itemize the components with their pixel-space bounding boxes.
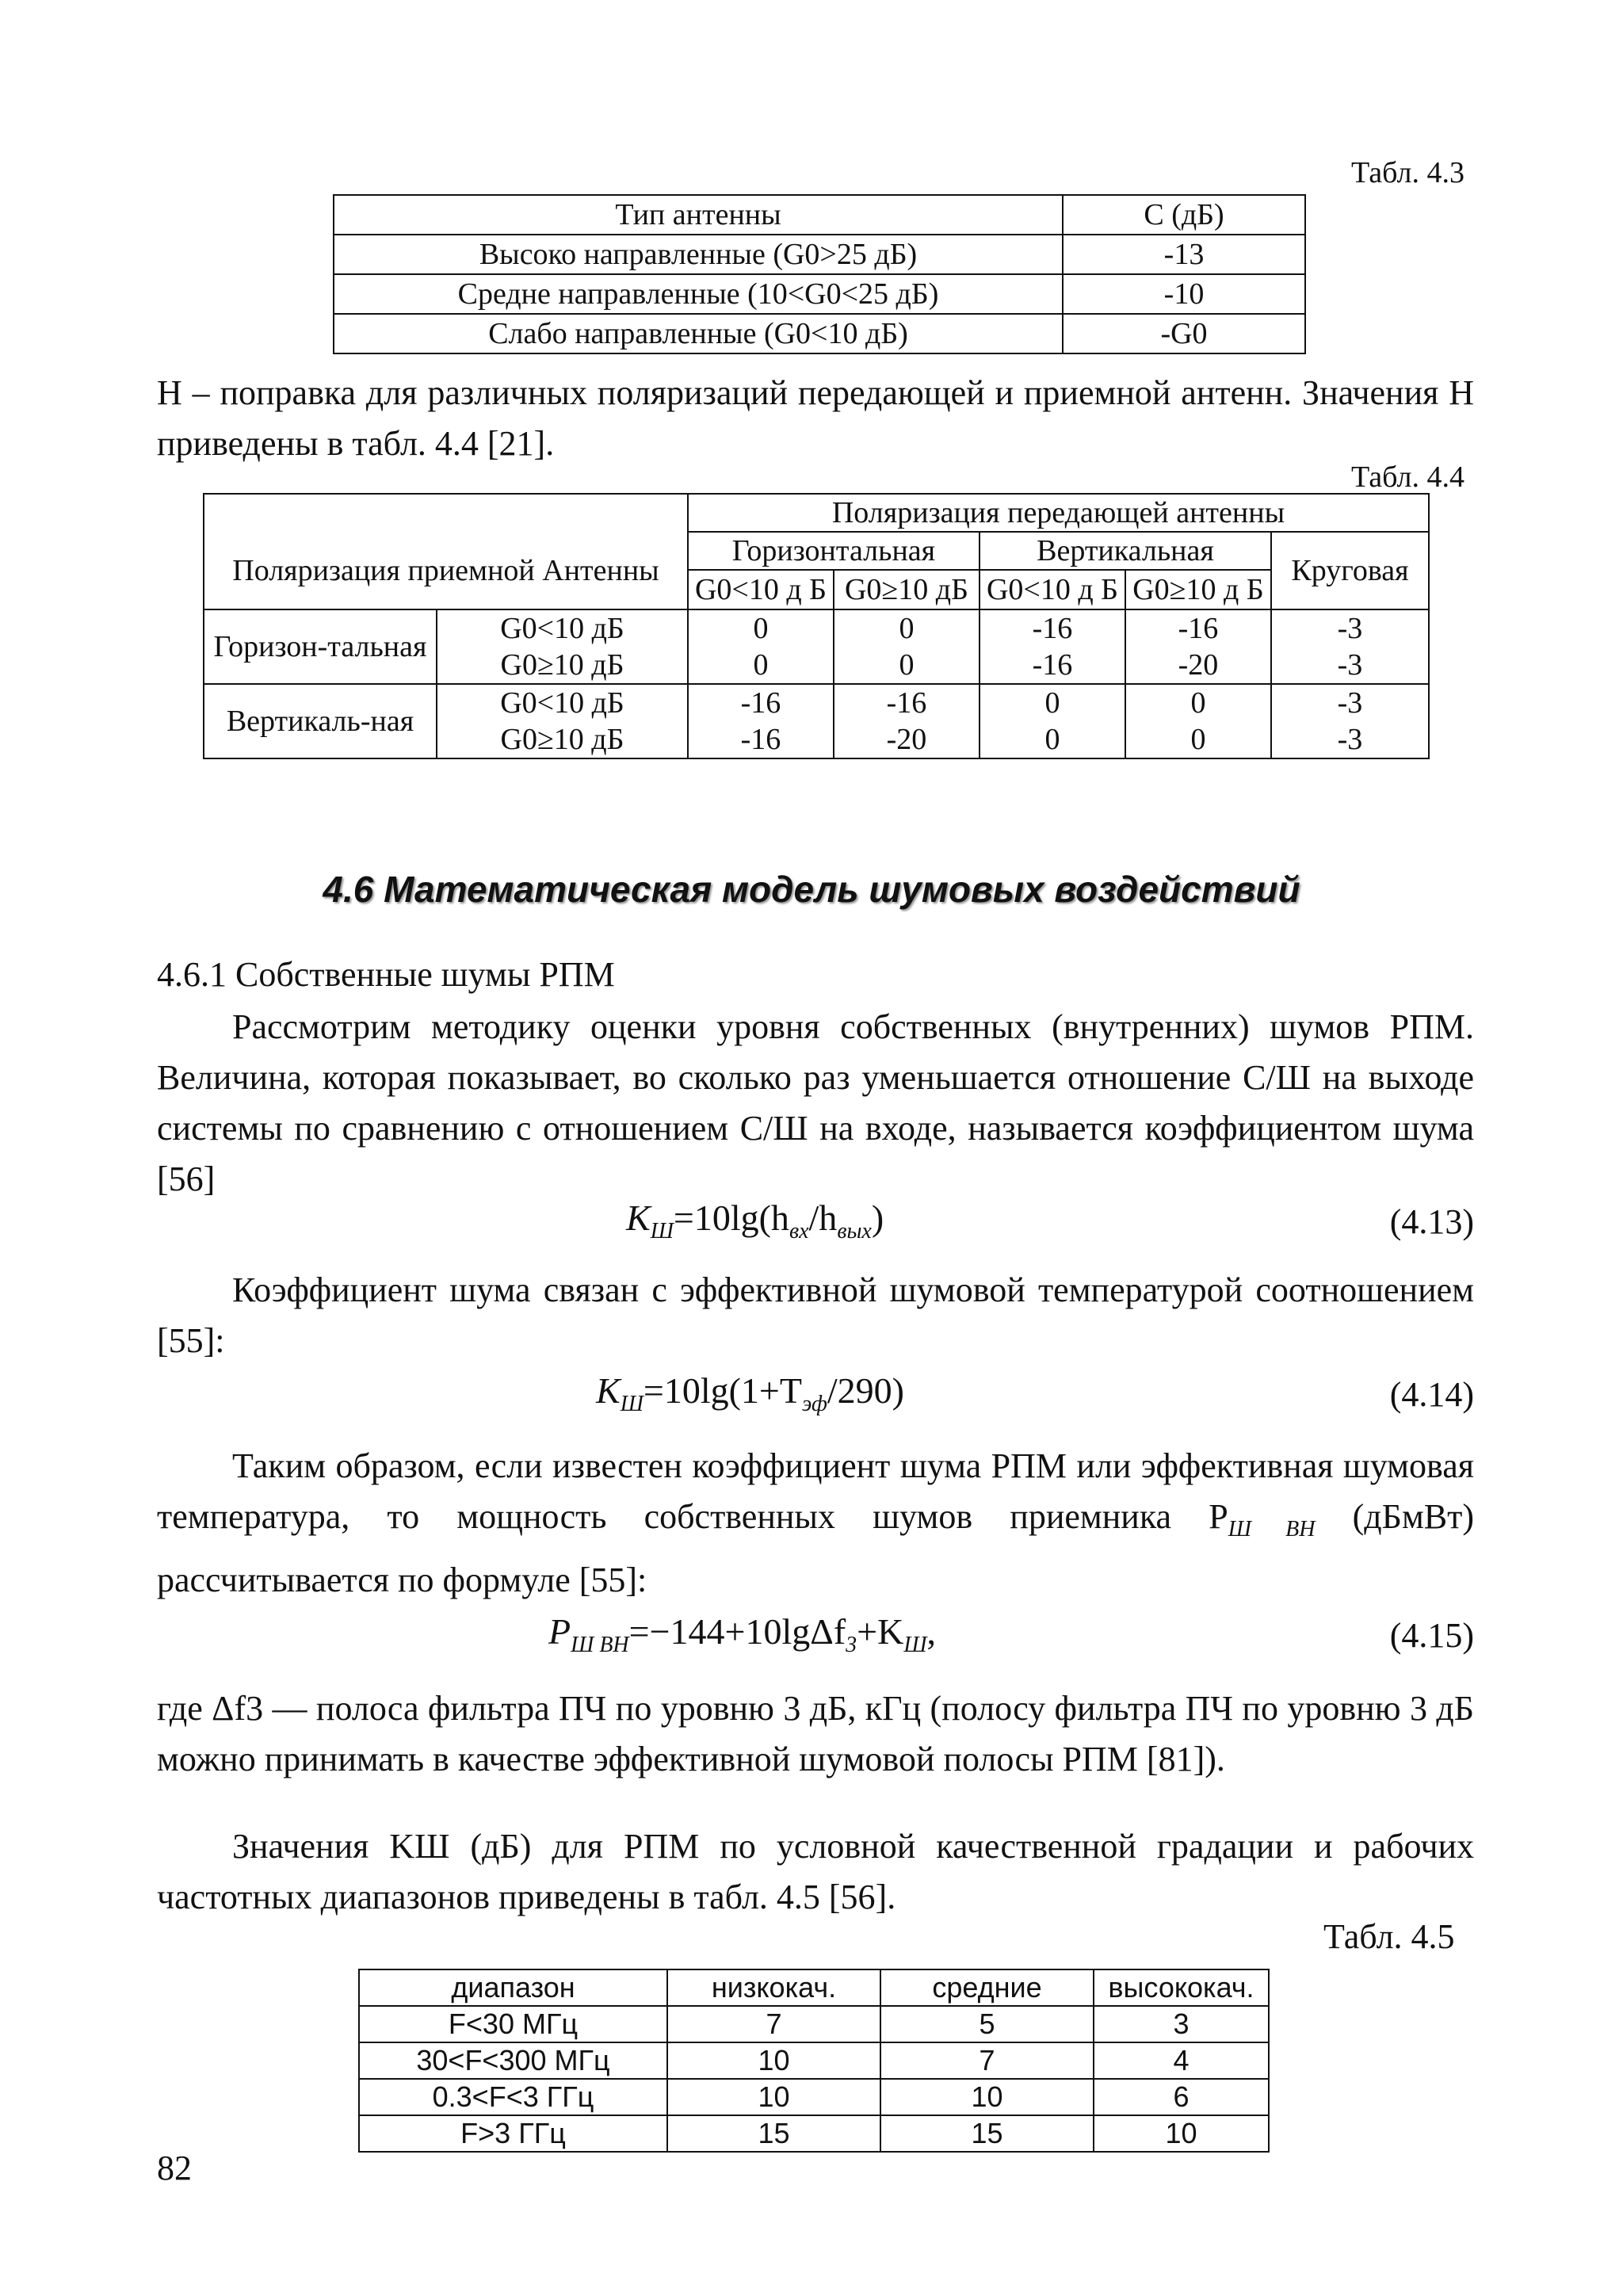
table-row bbox=[334, 314, 1305, 353]
equation-number: (4.13) bbox=[1389, 1202, 1474, 1241]
rx-polarization-header: Поляризация приемной Антенны bbox=[204, 532, 688, 609]
cell: 10 bbox=[667, 2079, 880, 2115]
cell: 30<F<300 МГц bbox=[359, 2042, 667, 2079]
sub-header: G0<10 д Б bbox=[980, 570, 1125, 609]
cell: 0 bbox=[1125, 721, 1271, 758]
table-4-4 bbox=[203, 493, 1430, 759]
cell: 6 bbox=[1094, 2079, 1269, 2115]
header-cell: диапазон bbox=[359, 1969, 667, 2006]
paragraph-5: Значения KШ (дБ) для РПМ по условной качественной градации и рабочих частотных диапазонов приведены в табл. 4.5 [56]. bbox=[157, 1827, 1474, 1916]
cell: Слабо направленные (G0<10 дБ) bbox=[334, 314, 1063, 353]
paragraph-4: где Δf3 — полоса фильтра ПЧ по уровню 3 дБ, кГц (полосу фильтра ПЧ по уровню 3 дБ можно принимать в качестве эффективной шумовой полосы РПМ [81]). bbox=[157, 1689, 1474, 1778]
subsection-title: 4.6.1 Собственные шумы РПМ bbox=[157, 955, 615, 994]
cell: 15 bbox=[880, 2115, 1094, 2152]
table-row bbox=[359, 2042, 1269, 2079]
paragraph-2: Коэффициент шума связан с эффективной шумовой температурой соотношением [55]: bbox=[157, 1270, 1474, 1360]
equation-4-13: $K_Ш=10\lg(h_{вх}/h_{вых})$ bbox=[626, 1198, 884, 1244]
cell: 15 bbox=[667, 2115, 880, 2152]
cell: Высоко направленные (G0>25 дБ) bbox=[334, 235, 1063, 274]
cell: 10 bbox=[1094, 2115, 1269, 2152]
group-label: Вертикаль-ная bbox=[204, 684, 437, 758]
table-row bbox=[359, 2079, 1269, 2115]
cell: -3 bbox=[1271, 609, 1429, 647]
vertical-header: Вертикальная bbox=[980, 532, 1271, 570]
header-cell: высококач. bbox=[1094, 1969, 1269, 2006]
cell: 0 bbox=[688, 609, 834, 647]
cell: 0 bbox=[834, 647, 980, 684]
cell: -16 bbox=[688, 721, 834, 758]
cell: G0≥10 дБ bbox=[437, 721, 688, 758]
equation-4-14: $K_Ш=10\lg(1+T_{эф}/290)$ bbox=[596, 1370, 904, 1417]
table-4-5 bbox=[358, 1969, 1270, 2153]
cell: 0 bbox=[834, 609, 980, 647]
table-4-3 bbox=[333, 194, 1306, 354]
sub-header: G0<10 д Б bbox=[688, 570, 834, 609]
cell: -13 bbox=[1063, 235, 1305, 274]
table-row bbox=[334, 235, 1305, 274]
table-4-5-caption: Табл. 4.5 bbox=[1323, 1917, 1455, 1956]
tx-polarization-header: Поляризация передающей антенны bbox=[688, 494, 1429, 532]
cell: -10 bbox=[1063, 274, 1305, 314]
cell: 0 bbox=[980, 684, 1125, 721]
cell: 5 bbox=[880, 2006, 1094, 2042]
sub-header: G0≥10 дБ bbox=[834, 570, 980, 609]
cell: 10 bbox=[880, 2079, 1094, 2115]
cell: F>3 ГГц bbox=[359, 2115, 667, 2152]
horizontal-header: Горизонтальная bbox=[688, 532, 980, 570]
table-header-row bbox=[359, 1969, 1269, 2006]
cell: 0 bbox=[1125, 684, 1271, 721]
section-title: 4.6 Математическая модель шумовых воздействий bbox=[323, 869, 1300, 910]
cell: 0.3<F<3 ГГц bbox=[359, 2079, 667, 2115]
equation-number: (4.14) bbox=[1389, 1375, 1474, 1414]
cell: -16 bbox=[1125, 609, 1271, 647]
sub-header: G0≥10 д Б bbox=[1125, 570, 1271, 609]
cell: -20 bbox=[834, 721, 980, 758]
cell: -3 bbox=[1271, 721, 1429, 758]
group-label: Горизон-тальная bbox=[204, 609, 437, 684]
header-cell: средние bbox=[880, 1969, 1094, 2006]
table-row bbox=[334, 274, 1305, 314]
cell: -3 bbox=[1271, 684, 1429, 721]
cell: -G0 bbox=[1063, 314, 1305, 353]
cell: 4 bbox=[1094, 2042, 1269, 2079]
paragraph-3: Таким образом, если известен коэффициент шума РПМ или эффективная шумовая температура, то мощность собственных шумов приемника $P_{Ш ВН}$ (дБмВт) рассчитывается по формуле [55]: bbox=[157, 1446, 1475, 1599]
cell: -3 bbox=[1271, 647, 1429, 684]
cell: 7 bbox=[667, 2006, 880, 2042]
table-4-3-caption: Табл. 4.3 bbox=[1351, 156, 1465, 189]
equation-number: (4.15) bbox=[1389, 1616, 1474, 1655]
table-row bbox=[359, 2115, 1269, 2152]
cell: G0<10 дБ bbox=[437, 684, 688, 721]
cell: 3 bbox=[1094, 2006, 1269, 2042]
table-row bbox=[359, 2006, 1269, 2042]
table-header-row bbox=[334, 195, 1305, 235]
table-4-4-caption: Табл. 4.4 bbox=[1351, 460, 1465, 494]
cell: -16 bbox=[688, 684, 834, 721]
header-cell: Тип антенны bbox=[334, 195, 1063, 235]
cell: F<30 МГц bbox=[359, 2006, 667, 2042]
paragraph-1: Рассмотрим методику оценки уровня собственных (внутренних) шумов РПМ. Величина, которая показывает, во сколько раз уменьшается отношение С/Ш на выходе системы по сравнению с отношением С/Ш на входе, называется коэффициентом шума [56] bbox=[157, 1007, 1474, 1198]
cell: -16 bbox=[980, 647, 1125, 684]
cell: 0 bbox=[688, 647, 834, 684]
header-cell: низкокач. bbox=[667, 1969, 880, 2006]
cell: -20 bbox=[1125, 647, 1271, 684]
cell: 10 bbox=[667, 2042, 880, 2079]
equation-4-15: $P_{Ш ВН}=-144+10\lg\Delta f_3+K_Ш$, bbox=[548, 1611, 937, 1658]
cell: G0<10 дБ bbox=[437, 609, 688, 647]
cell: -16 bbox=[834, 684, 980, 721]
cell: Средне направленные (10<G0<25 дБ) bbox=[334, 274, 1063, 314]
cell: 0 bbox=[980, 721, 1125, 758]
cell: G0≥10 дБ bbox=[437, 647, 688, 684]
paragraph-h-correction: H – поправка для различных поляризаций передающей и приемной антенн. Значения H приведены в табл. 4.4 [21]. bbox=[157, 373, 1474, 463]
circular-header: Круговая bbox=[1271, 532, 1429, 609]
cell: 7 bbox=[880, 2042, 1094, 2079]
cell: -16 bbox=[980, 609, 1125, 647]
page-number: 82 bbox=[157, 2149, 192, 2187]
header-cell: C (дБ) bbox=[1063, 195, 1305, 235]
